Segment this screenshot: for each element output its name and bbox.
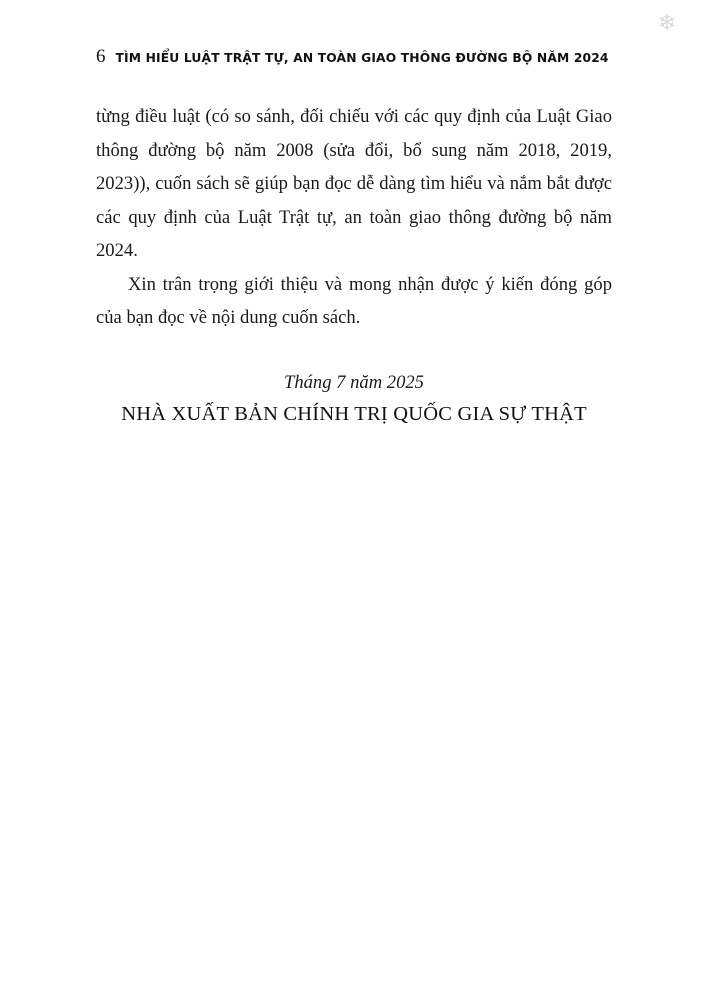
- body-paragraph: từng điều luật (có so sánh, đối chiếu với các quy định của Luật Giao thông đường bộ năm 2008 (sửa đổi, bổ sung năm 2018, 2019, 2023)), cuốn sách sẽ giúp bạn đọc dễ dàng tìm hiểu và nắm bắt được các quy định của Luật Trật tự, an toàn giao thông đường bộ năm 2024.: [96, 106, 612, 261]
- publisher-name: NHÀ XUẤT BẢN CHÍNH TRỊ QUỐC GIA SỰ THẬT: [121, 402, 587, 425]
- running-title: TÌM HIỂU LUẬT TRẬT TỰ, AN TOÀN GIAO THÔNG ĐƯỜNG BỘ NĂM 2024: [115, 51, 609, 65]
- page-body: [96, 100, 612, 431]
- signature-block: [96, 367, 612, 431]
- page-number: 6: [96, 46, 106, 67]
- snowflake-ornament-icon: ❄: [657, 10, 677, 35]
- page-header: [96, 46, 612, 70]
- signature-date: Tháng 7 năm 2025: [284, 371, 424, 393]
- body-paragraph: Xin trân trọng giới thiệu và mong nhận được ý kiến đóng góp của bạn đọc về nội dung cuốn sách.: [96, 273, 612, 328]
